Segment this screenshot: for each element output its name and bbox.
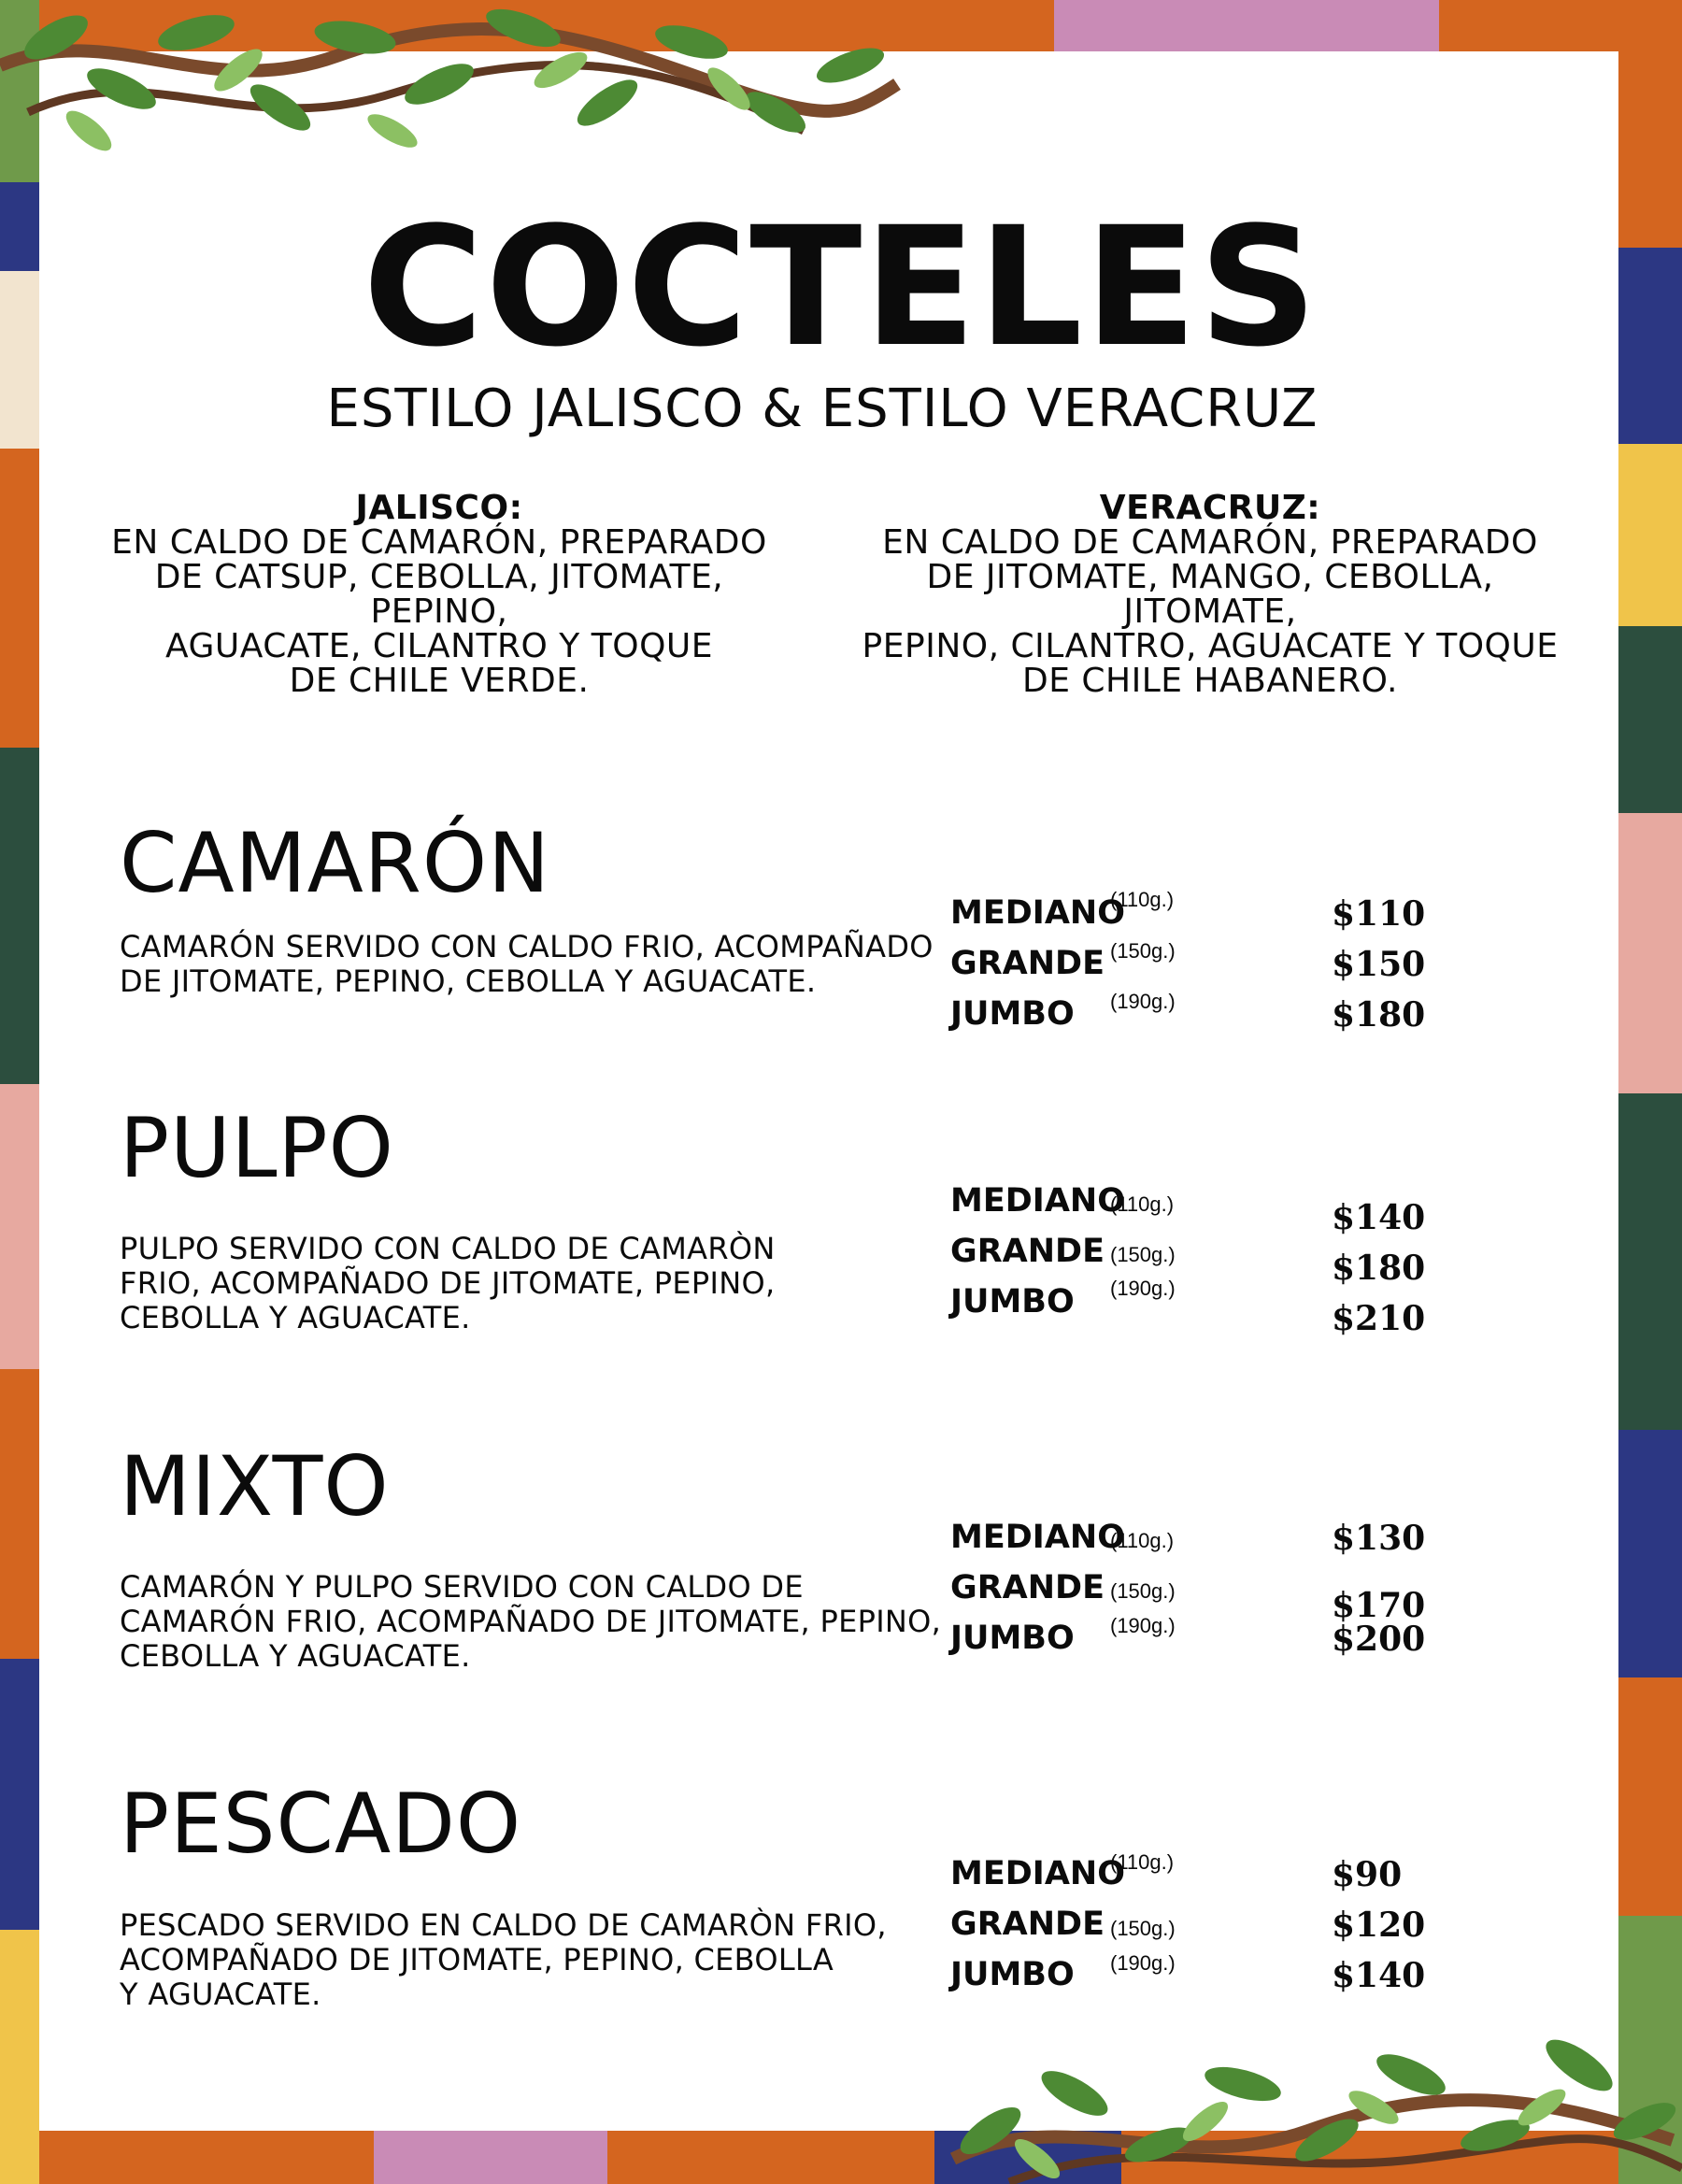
border-tile-dark-green — [0, 748, 39, 1084]
price: $200 — [1332, 1620, 1426, 1659]
section-name: PULPO — [120, 1100, 394, 1196]
border-tile-peach — [0, 1084, 39, 1369]
border-tile-dark-green — [1618, 626, 1682, 813]
size-weight: (110g.) — [1110, 888, 1175, 911]
price: $140 — [1332, 1956, 1426, 1995]
foliage-bottom-right-decoration — [934, 2019, 1682, 2184]
size-weight: (150g.) — [1110, 939, 1176, 963]
menu-subtitle: ESTILO JALISCO & ESTILO VERACRUZ — [326, 378, 1319, 439]
size-label: JUMBO — [950, 1620, 1075, 1657]
style-description: EN CALDO DE CAMARÓN, PREPARADO DE CATSUP, CEBOLLA, JITOMATE, PEPINO, AGUACATE, CILANTRO Y TOQUE DE CHILE VERDE. — [111, 523, 767, 700]
style-description: EN CALDO DE CAMARÓN, PREPARADO DE JITOMATE, MANGO, CEBOLLA, JITOMATE, PEPINO, CILANTRO, AGUACATE Y TOQUE DE CHILE HABANERO. — [862, 523, 1559, 700]
border-tile-yellow — [1618, 444, 1682, 626]
menu-title: COCTELES — [363, 192, 1319, 383]
size-weight: (190g.) — [1110, 1951, 1176, 1975]
price: $180 — [1332, 995, 1426, 1035]
size-weight: (110g.) — [1110, 1529, 1175, 1552]
price: $120 — [1332, 1906, 1426, 1945]
section-name: PESCADO — [120, 1776, 522, 1872]
size-label: JUMBO — [950, 1956, 1075, 1993]
border-tile-navy — [1618, 1430, 1682, 1677]
style-heading: JALISCO: — [355, 489, 523, 527]
section-description: PESCADO SERVIDO EN CALDO DE CAMARÒN FRIO, ACOMPAÑADO DE JITOMATE, PEPINO, CEBOLLA Y AGUACATE. — [120, 1907, 887, 2012]
border-tile-orange — [1618, 1677, 1682, 1916]
price: $130 — [1332, 1519, 1426, 1558]
size-label: GRANDE — [950, 1233, 1105, 1270]
size-label: MEDIANO — [950, 1182, 1125, 1220]
size-weight: (110g.) — [1110, 1850, 1175, 1874]
price: $170 — [1332, 1586, 1426, 1625]
border-tile-pink — [374, 2131, 607, 2184]
border-tile-pink — [1054, 0, 1439, 51]
size-label: MEDIANO — [950, 1855, 1125, 1892]
border-tile-peach — [1618, 813, 1682, 1093]
size-label: GRANDE — [950, 1569, 1105, 1606]
foliage-top-left-decoration — [0, 0, 916, 164]
size-label: MEDIANO — [950, 894, 1125, 932]
section-description: PULPO SERVIDO CON CALDO DE CAMARÒN FRIO, ACOMPAÑADO DE JITOMATE, PEPINO, CEBOLLA Y AGUACATE. — [120, 1231, 776, 1335]
section-description: CAMARÓN SERVIDO CON CALDO FRIO, ACOMPAÑADO DE JITOMATE, PEPINO, CEBOLLA Y AGUACATE. — [120, 929, 934, 999]
border-tile-orange — [1439, 0, 1682, 51]
size-weight: (190g.) — [1110, 1614, 1176, 1637]
size-weight: (150g.) — [1110, 1917, 1176, 1940]
size-label: MEDIANO — [950, 1519, 1125, 1556]
size-label: GRANDE — [950, 945, 1105, 982]
border-tile-navy — [0, 1659, 39, 1930]
price: $150 — [1332, 945, 1426, 984]
section-description: CAMARÓN Y PULPO SERVIDO CON CALDO DE CAMARÓN FRIO, ACOMPAÑADO DE JITOMATE, PEPINO, CEBOLLA Y AGUACATE. — [120, 1569, 942, 1674]
section-name: MIXTO — [120, 1438, 390, 1535]
size-weight: (190g.) — [1110, 1277, 1176, 1300]
price: $110 — [1332, 894, 1426, 934]
price: $180 — [1332, 1249, 1426, 1288]
border-tile-yellow — [0, 1930, 39, 2184]
style-heading: VERACRUZ: — [1099, 489, 1321, 527]
size-label: JUMBO — [950, 1283, 1075, 1320]
size-weight: (150g.) — [1110, 1579, 1176, 1603]
size-label: JUMBO — [950, 995, 1075, 1033]
price: $90 — [1332, 1855, 1403, 1894]
style-jalisco — [103, 491, 776, 698]
size-weight: (150g.) — [1110, 1243, 1176, 1266]
price: $210 — [1332, 1299, 1426, 1338]
border-tile-dark-green — [1618, 1093, 1682, 1430]
border-tile-orange — [0, 449, 39, 748]
size-weight: (110g.) — [1110, 1192, 1175, 1216]
price: $140 — [1332, 1198, 1426, 1237]
size-label: GRANDE — [950, 1906, 1105, 1943]
size-weight: (190g.) — [1110, 990, 1176, 1013]
border-tile-orange — [0, 1369, 39, 1659]
style-veracruz — [841, 491, 1579, 698]
section-name: CAMARÓN — [120, 815, 551, 911]
